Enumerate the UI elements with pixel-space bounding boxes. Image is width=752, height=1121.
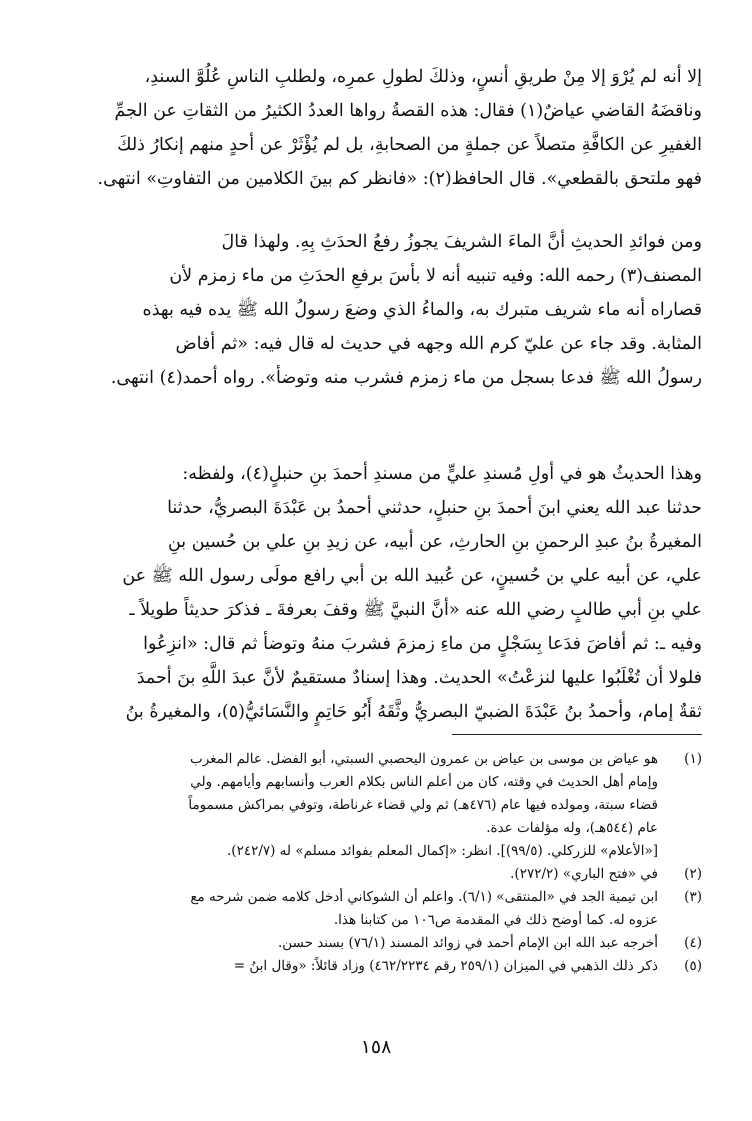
- paragraph-3: [62, 457, 702, 729]
- footnote-3: [62, 886, 702, 932]
- footnote-line: قضاء سبتة، ومولده فيها عام (٤٧٦هـ) ثم ولي قضاء غرناطة، وتوفي بمراكش مسموماً: [188, 797, 658, 813]
- footnote-line: ذكر ذلك الذهبي في الميزان (٢٥٩/١ رقم ٤٦٢/٢٢٣٤) وزاد قائلاً: «وقال ابنُ =: [233, 958, 658, 974]
- footnote-number: (٢): [684, 866, 702, 882]
- footnote-line: [«الأعلام» للزركلي. (٩٩/٥)]. انظر: «إكمال المعلم بفوائد مسلم» له (٢٤٢/٧).: [227, 843, 658, 859]
- footnote-divider: [452, 734, 702, 735]
- text-line: علي بنِ أبي طالبٍ رضي الله عنه «أنَّ النبيَّ ﷺ وقفَ بعرفةَ ـ فذكرَ حديثاً طويلاً ـ: [129, 600, 702, 620]
- footnote-5: [62, 955, 702, 978]
- footnote-line: عام (٥٤٤هـ)، وله مؤلفات عدة.: [486, 820, 658, 836]
- footnote-2: [62, 863, 702, 886]
- footnote-number: (٥): [684, 958, 702, 974]
- text-line: علي، عن أبيه علي بن حُسينٍ، عن عُبيد الله بن أبي رافع مولَى رسول الله ﷺ عن: [122, 566, 702, 586]
- page-number: ١٥٨: [360, 1036, 392, 1058]
- footnote-number: (١): [684, 751, 702, 767]
- footnotes: [62, 748, 702, 978]
- text-line: المغيرةُ بنُ عبدِ الرحمنِ بنِ الحارثِ، عن أبيه، عن زيدِ بنِ علي بن حُسين بنِ: [167, 532, 702, 552]
- footnote-line: عزوه له. كما أوضح ذلك في المقدمة ص١٠٦ من كتابنا هذا.: [333, 912, 658, 928]
- text-line: المثابة. وقد جاء عن عليّ كرم الله وجهه في حديث له قال فيه: «ثم أفاض: [175, 334, 702, 354]
- footnote-line: هو عياض بن موسى بن عياض بن عمرون اليحصبي السبتي، أبو الفضل. عالم المغرب: [190, 751, 658, 767]
- text-line: ومن فوائدِ الحديثِ أنَّ الماءَ الشريفَ يجوزُ رفعُ الحدَثِ بِهِ. ولهذا قالَ: [221, 232, 702, 252]
- text-line: رسولُ الله ﷺ فدعا بسجل من ماء زمزم فشرب منه وتوضأ». رواه أحمد(٤) انتهى.: [110, 368, 702, 388]
- text-line: إلا أنه لم يُرْوَ إلا مِنْ طريقِ أنسٍ، وذلكَ لطولِ عمرِه، ولطلبِ الناسِ عُلُوَّ السندِ،: [144, 67, 702, 87]
- footnote-number: (٤): [684, 935, 702, 951]
- paragraph-1: [62, 60, 702, 196]
- footnote-number: (٣): [684, 889, 702, 905]
- footnote-1: [62, 748, 702, 863]
- footnote-line: أخرجه عبد الله ابن الإمام أحمد في زوائد المسند (٧٦/١) بسند حسن.: [277, 935, 658, 951]
- footnote-line: ابن تيمية الجد في «المنتقى» (٦/١). واعلم أن الشوكاني أدخل كلامه ضمن شرحه مع: [190, 889, 658, 905]
- paragraph-2: [62, 225, 702, 395]
- text-line: وهذا الحديثُ هو في أولِ مُسندِ عليٍّ من مسندِ أحمدَ بنِ حنبلٍ(٤)، ولفظه:: [182, 464, 702, 484]
- text-line: وناقضَهُ القاضي عياضٌ(١) فقال: هذه القصةُ رواها العددُ الكثيرُ من الثقاتِ عن الجمِّ: [114, 101, 702, 121]
- text-line: ثقةٌ إمام، وأحمدُ بنُ عَبْدَةَ الضبيّ البصريُّ وثَّقَهُ أَبُو حَاتِمٍ والنَّسَائيُّ(٥)، والمغيرةُ بنُ: [125, 702, 702, 722]
- text-line: وفيه ـ: ثم أفاضَ فدَعا بِسَجْلٍ من ماءِ زمزمَ فشربَ منهُ وتوضأ ثم قال: «انزِعُوا: [143, 634, 702, 654]
- footnote-line: في «فتح الباري» (٢٧٢/٢).: [510, 866, 658, 882]
- footnote-4: [62, 932, 702, 955]
- text-line: قصاراه أنه ماء شريف متبرك به، والماءُ الذي وضعَ رسولُ الله ﷺ يده فيه بهذه: [142, 300, 702, 320]
- text-line: حدثنا عبد الله يعني ابنَ أحمدَ بنِ حنبلٍ، حدثني أحمدُ بن عَبْدَةَ البصريُّ، حدثنا: [167, 498, 702, 518]
- footnote-line: وإمام أهل الحديث في وقته، كان من أعلم الناس بكلام العرب وأنسابهم وأيامهم. ولي: [190, 774, 658, 790]
- text-line: فهو ملتحق بالقطعي». قال الحافظ(٢): «فانظر كم بينَ الكلامين من التفاوتِ» انتهى.: [97, 169, 702, 189]
- text-line: المصنف(٣) رحمه الله: وفيه تنبيه أنه لا بأسَ برفعِ الحدَثِ من ماء زمزم لأن: [169, 266, 702, 286]
- text-line: فلولا أن تُغْلَبُوا عليها لنزعْتُ» الحديث. وهذا إسنادٌ مستقيمٌ لأنَّ عبدَ اللَّهِ بنَ أحمدَ: [136, 668, 702, 688]
- text-line: الغفيرِ عن الكافَّةِ متصلاً عن جملةٍ من الصحابةِ، بل لم يُؤْثَرْ عن أحدٍ منهم إنكارُ ذلكَ: [117, 135, 702, 155]
